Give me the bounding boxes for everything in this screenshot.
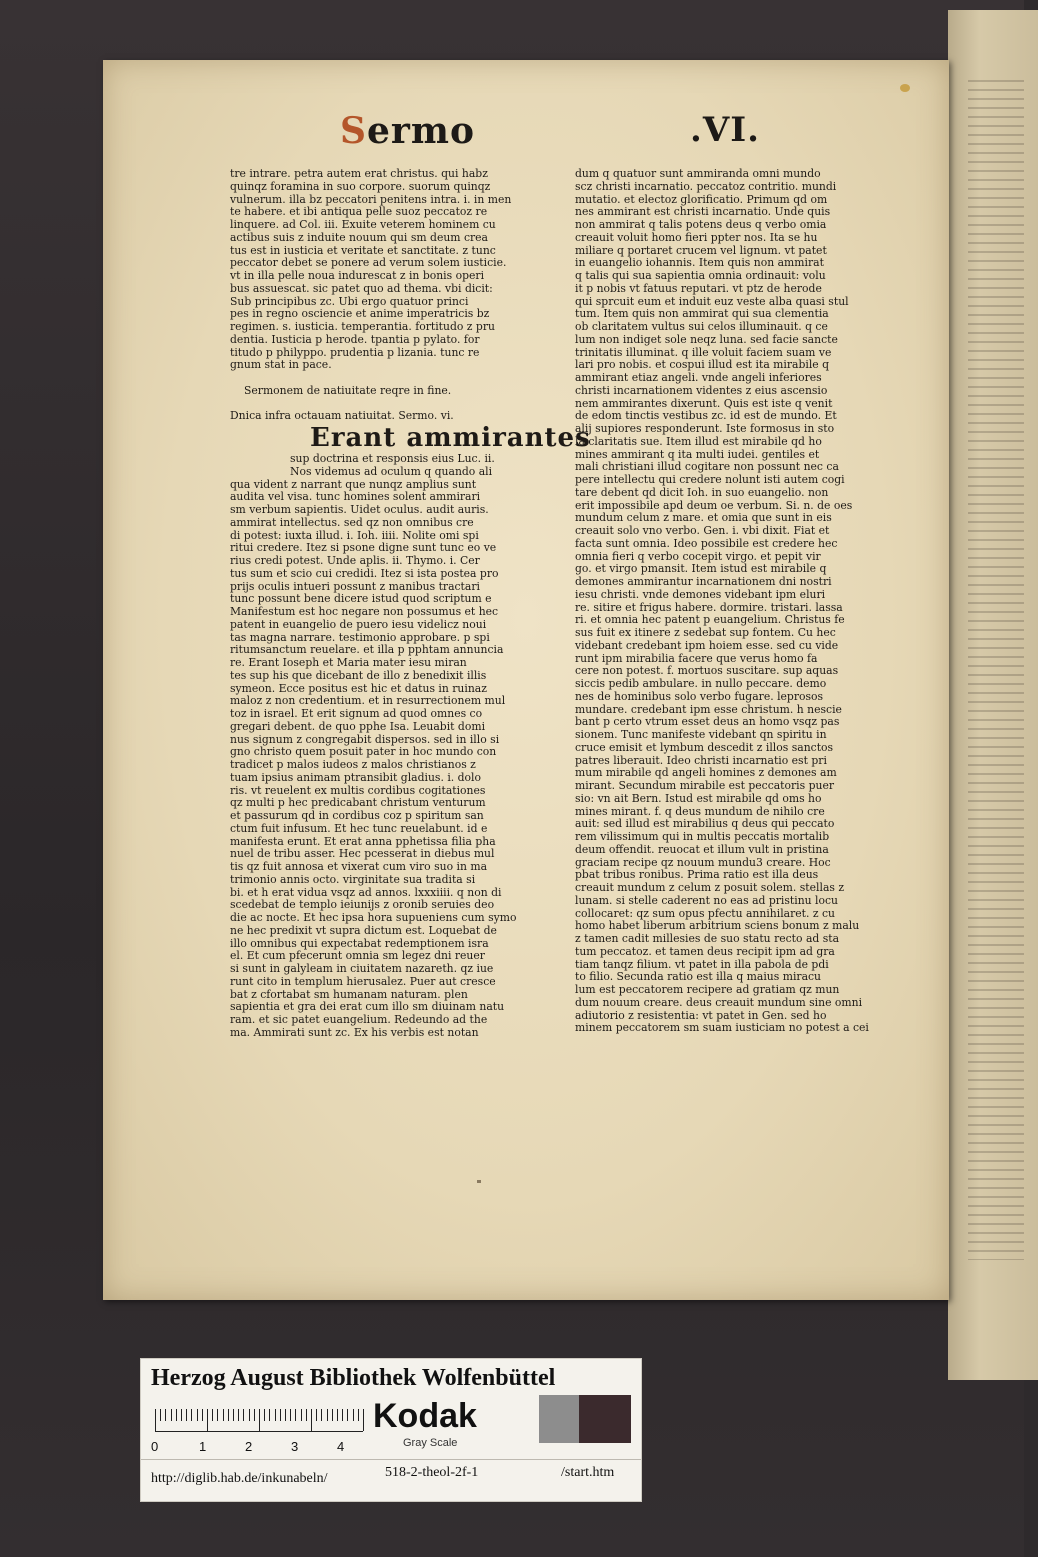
text-line: gno christo quem posuit pater in hoc mundo con <box>230 745 497 759</box>
text-line: sio: vn ait Bern. Istud est mirabile qd oms ho <box>575 791 822 805</box>
scale-tick <box>254 1409 255 1421</box>
text-line: Sub principibus zc. Ubi ergo quatuor princi <box>230 294 469 308</box>
text-line: ob claritatem vultus sui celos illuminauit. q ce <box>575 320 828 333</box>
text-line: trimonio annis octo. virginitate sua tradita si <box>230 872 476 886</box>
text-line: mutatio. et electoz glorificatio. Primum qd om <box>575 192 828 206</box>
text-line: to filio. Secunda ratio est illa q maius miracu <box>575 970 822 984</box>
text-line: lum non indiget sole neqz luna. sed facie sancte <box>575 332 838 346</box>
scale-tick <box>316 1409 317 1421</box>
text-line: in euangelio iohannis. Item quis non ammirat <box>575 256 824 270</box>
text-line: nem ammirantes dixerunt. Quis est iste q venit <box>575 396 833 410</box>
text-line: titudo p philyppo. prudentia p lizania. tunc re <box>230 345 480 359</box>
scale-tick <box>181 1409 182 1421</box>
text-line: iesu christi. vnde demones videbant ipm eluri <box>575 587 826 601</box>
sermon-title: Erant ammirantes <box>310 423 591 453</box>
text-line <box>230 372 552 385</box>
text-line: facta sunt omnia. Ideo possibile est credere hec <box>575 536 838 550</box>
text-line: re. Erant Ioseph et Maria mater iesu miran <box>230 656 467 669</box>
text-line: dum q quatuor sunt ammiranda omni mundo <box>575 167 821 180</box>
start-page-path: /start.htm <box>561 1465 615 1480</box>
text-line: illo omnibus qui expectabat redemptionem isra <box>230 936 489 950</box>
text-line: qui sprcuit eum et induit euz veste alba quasi stul <box>575 294 849 308</box>
scale-tick <box>332 1409 333 1421</box>
scale-tick <box>259 1409 260 1431</box>
scale-tick <box>176 1409 177 1421</box>
text-line: mundare. credebant ipm esse christum. h nescie <box>575 702 842 716</box>
ink-stain <box>900 84 910 92</box>
text-line: trinitatis illuminat. q ille voluit faciem suam ve <box>575 345 832 359</box>
text-line: nes de hominibus solo verbo fugare. leprosos <box>575 689 824 703</box>
text-line: maloz z non credentium. et in resurrectionem mul <box>230 694 506 708</box>
text-line: peccator debet se ponere ad verum solem iusticie. <box>230 256 507 270</box>
text-line: miliare q portaret crucem vel lignum. vt patet <box>575 243 827 257</box>
text-line: lum est peccatorem recipere ad gratiam qz mun <box>575 983 840 996</box>
running-head-left <box>340 110 475 152</box>
scale-tick <box>321 1409 322 1421</box>
library-url: http://diglib.hab.de/inkunabeln/ <box>151 1471 328 1486</box>
text-line: cere non potest. f. mortuos suscitare. sup aquas <box>575 664 839 678</box>
text-line: patent in euangelio de puero iesu videlicz noui <box>230 617 487 631</box>
text-line: ris. vt reuelent ex multis cordibus cogitationes <box>230 783 486 797</box>
text-line: actibus suis z induite nouum qui sm deum crea <box>230 230 488 244</box>
text-line: nes ammirant est christi incarnatio. Unde quis <box>575 205 831 219</box>
text-line: ram. et sic patet euangelium. Redeundo ad the <box>230 1013 488 1026</box>
text-line: bant p certo vtrum esset deus an homo vsqz pas <box>575 715 840 729</box>
scale-tick <box>264 1409 265 1421</box>
text-line: creauit voluit homo fieri ppter nos. Ita se hu <box>575 230 818 244</box>
text-line: mines mirant. f. q deus mundum de nihilo cre <box>575 804 825 818</box>
shelfmark: 518-2-theol-2f-1 <box>385 1465 479 1480</box>
scale-tick <box>165 1409 166 1421</box>
text-line: pere intellectu qui credere nolunt isti autem cogi <box>575 473 845 486</box>
text-line: runt cito in templum hierusalez. Puer aut cresce <box>230 974 496 988</box>
text-line: q talis qui sua sapientia omnia ordinauit: volu <box>575 269 826 282</box>
text-line: vulnerum. illa bz peccatori penitens intra. i. in men <box>230 192 512 206</box>
text-line: christi incarnationem videntes z eius ascensio <box>575 383 828 397</box>
text-line: tum peccatoz. et tamen deus recipit ipm ad gra <box>575 944 835 958</box>
text-line: erit impossibile apd deum oe verbum. Si. n. de oes <box>575 498 853 512</box>
text-line: Dnica infra octauam natiuitat. Sermo. vi. <box>230 409 454 423</box>
text-line: ma. Ammirati sunt zc. Ex his verbis est notan <box>230 1025 479 1039</box>
scale-tick <box>243 1409 244 1421</box>
text-line: regimen. s. iusticia. temperantia. fortitudo z pru <box>230 320 495 333</box>
text-line: ritumsanctum reuelare. et illa p pphtam annuncia <box>230 643 504 657</box>
text-line: omnia fieri q verbo cocepit virgo. et pepit vir <box>575 549 821 563</box>
text-line: dentia. Iusticia p herode. tpantia p pylato. for <box>230 332 480 346</box>
text-line: nuel de tribu asser. Hec pcesserat in diebus mul <box>230 847 495 861</box>
text-line: qz multi p hec predicabant christum venturum <box>230 796 486 810</box>
color-target-card <box>140 1358 642 1502</box>
text-line: tes sup his que dicebant de illo z benedixit illis <box>230 668 487 682</box>
text-line: demones ammirantur incarnationem dni nostri <box>575 575 832 588</box>
text-line: symeon. Ecce positus est hic et datus in ruinaz <box>230 681 487 695</box>
text-line: ri. et omnia hec patent p euangelium. Christus fe <box>575 613 845 627</box>
text-line: toz in israel. Et erit signum ad quod omnes co <box>230 707 483 720</box>
scale-tick <box>233 1409 234 1421</box>
text-line: gregari debent. de quo pphe Isa. Leuabit domi <box>230 719 486 733</box>
text-line: et passurum qd in cordibus coz p spiritum san <box>230 809 484 822</box>
text-line: alij supiores responderunt. Iste formosus in sto <box>575 422 835 435</box>
text-line: pes in regno osciencie et anime imperatricis bz <box>230 307 490 321</box>
text-line: runt ipm mirabilia facere que verus homo fa <box>575 651 818 665</box>
text-line: adiutorio z resistentia: vt patet in Gen. sed ho <box>575 1008 827 1022</box>
running-head-right: .VI. <box>690 110 760 150</box>
text-line: scz christi incarnatio. peccatoz contritio. mundi <box>575 179 837 193</box>
text-line: vt in illa pelle noua indurescat z in bonis operi <box>230 269 485 282</box>
text-line: scedebat de templo ieiunijs z oronib seruies deo <box>230 898 495 912</box>
text-line: tas magna narrare. testimonio approbare. p spi <box>230 630 490 644</box>
text-line: cruce emisit et lymbum descedit z illos sanctos <box>575 740 834 754</box>
text-line: si sunt in galyleam in ciuitatem nazareth. qz iue <box>230 962 494 975</box>
text-line: sup doctrina et responsis eius Luc. ii. <box>290 452 495 465</box>
text-line: tum. Item quis non ammirat qui sua clementia <box>575 307 829 321</box>
scale-tick <box>363 1409 364 1431</box>
scale-tick <box>290 1409 291 1421</box>
scale-tick <box>275 1409 276 1421</box>
scale-tick <box>186 1409 187 1421</box>
text-line: ritui credere. Itez si psone digne sunt tunc eo ve <box>230 541 497 555</box>
text-line: ctum fuit infusum. Et hec tunc reuelabunt. id e <box>230 821 488 835</box>
text-line: tare debent qd dicit Ioh. in suo euangelio. non <box>575 485 829 499</box>
text-line: tiam tanqz filium. vt patet in illa pabola de pdi <box>575 957 829 971</box>
text-line: prijs oculis intueri possunt z manibus tractari <box>230 579 480 593</box>
text-line: tradicet p malos iudeos z malos christianos z <box>230 758 476 771</box>
text-line: sm verbum sapientis. Uidet oculus. audit auris. <box>230 503 489 516</box>
text-line: graciam recipe qz nouum mundu3 creare. Hoc <box>575 855 831 869</box>
scale-number: 0 <box>151 1439 159 1454</box>
text-line: el. Et cum pfecerunt omnia sm legez dni reuer <box>230 949 485 963</box>
scale-tick <box>212 1409 213 1421</box>
text-line: collocaret: qz sum opus pfectu annihilaret. z cu <box>575 906 835 920</box>
text-line: die ac nocte. Et hec ipsa hora supueniens cum symo <box>230 911 517 924</box>
text-line: nus signum z congregabit dispersos. sed in illo si <box>230 732 500 746</box>
scale-tick <box>342 1409 343 1421</box>
scale-tick <box>160 1409 161 1421</box>
scale-tick <box>311 1409 312 1431</box>
text-line: manifesta erunt. Et erat anna pphetissa filia pha <box>230 834 496 848</box>
text-line: mirant. Secundum mirabile est peccatoris puer <box>575 779 835 792</box>
text-line: bat z cfortabat sm humanam naturam. plen <box>230 987 468 1001</box>
text-line: non ammirat q talis potens deus q verbo omia <box>575 218 827 231</box>
centimeter-scale <box>155 1409 363 1437</box>
text-line: tuam ipsius animam ptransibit gladius. i. dolo <box>230 770 482 784</box>
text-line: mum mirabile qd angeli homines z demones am <box>575 766 837 780</box>
text-line: di potest: iuxta illud. i. Ioh. iiii. Nolite omi spi <box>230 528 479 542</box>
text-line: ammirant etiaz angeli. vnde angeli inferiores <box>575 371 822 384</box>
text-line: Manifestum est hoc negare non possumus et hec <box>230 605 499 618</box>
scale-tick <box>238 1409 239 1421</box>
gray-scale-label: Gray Scale <box>403 1437 458 1449</box>
text-line: homo habet liberum arbitrium sciens bonum z malu <box>575 919 860 933</box>
text-line: siccis pedib ambulare. in nullo peccare. demo <box>575 677 827 690</box>
scale-tick <box>337 1409 338 1421</box>
scale-tick <box>306 1409 307 1421</box>
scale-tick <box>228 1409 229 1421</box>
text-line: creauit solo vno verbo. Gen. i. vbi dixit. Fiat et <box>575 524 830 537</box>
facing-page-text-bleed <box>968 80 1024 1260</box>
scale-tick <box>223 1409 224 1421</box>
scale-tick <box>353 1409 354 1421</box>
text-line: creauit mundum z celum z posuit solem. stellas z <box>575 881 845 894</box>
text-line: gnum stat in pace. <box>230 358 332 372</box>
scale-tick <box>217 1409 218 1421</box>
text-line: linquere. ad Col. iii. Exuite veterem hominem cu <box>230 218 496 231</box>
left-text-column <box>230 167 591 1040</box>
text-line: ne hec predixit vt supra dictum est. Loquebat de <box>230 923 497 937</box>
text-line: pbat tribus ronibus. Prima ratio est illa deus <box>575 868 819 882</box>
scale-tick <box>155 1409 156 1431</box>
scale-tick <box>207 1409 208 1431</box>
scale-number: 2 <box>245 1439 253 1454</box>
scale-tick <box>171 1409 172 1421</box>
scale-tick <box>249 1409 250 1421</box>
text-line: lari pro nobis. et cospui illud est ita mirabile q <box>575 358 830 372</box>
scale-tick <box>327 1409 328 1421</box>
text-line: ammirat intellectus. sed qz non omnibus cre <box>230 515 474 529</box>
text-line: minem peccatorem sm suam iusticiam no potest a cei <box>575 1021 869 1035</box>
text-line: mali christiani illud cogitare non possunt nec ca <box>575 460 839 474</box>
running-head-initial: S <box>340 110 367 152</box>
text-line: sionem. Tunc manifeste videbant qn spiritu in <box>575 728 827 741</box>
scale-tick <box>197 1409 198 1421</box>
scale-tick <box>347 1409 348 1421</box>
gray-patch-mid <box>539 1395 579 1443</box>
text-line: tus sum et scio cui credidi. Itez si ista postea pro <box>230 566 499 580</box>
text-line: tus est in iusticia et veritate et sanctitate. z tunc <box>230 243 496 257</box>
text-line: re. sitire et frigus habere. dormire. tristari. lassa <box>575 600 843 614</box>
scale-number: 4 <box>337 1439 345 1454</box>
kodak-logo: Kodak <box>373 1397 477 1435</box>
text-line: z tamen cadit millesies de suo statu recto ad sta <box>575 932 840 945</box>
text-line: dum nouum creare. deus creauit mundum sine omni <box>575 995 863 1009</box>
scale-number: 3 <box>291 1439 299 1454</box>
text-line: tis qz fuit annosa et vixerat cum viro suo in ma <box>230 860 488 873</box>
text-line: patres liberauit. Ideo christi incarnatio est pri <box>575 753 827 767</box>
scale-tick <box>269 1409 270 1421</box>
scale-tick <box>285 1409 286 1421</box>
text-line: bi. et h erat vidua vsqz ad annos. lxxxiiii. q non di <box>230 885 502 899</box>
scale-tick <box>301 1409 302 1421</box>
page-mark <box>477 1180 481 1183</box>
text-line: auit: sed illud est mirabilius q deus qui peccato <box>575 817 835 831</box>
text-line: tre intrare. petra autem erat christus. qui habz <box>230 167 488 180</box>
text-line: go. et virgo pmansit. Item istud est mirabile q <box>575 562 827 576</box>
text-line: de edom tinctis vestibus zc. id est de mundo. Et <box>575 409 837 423</box>
text-line: bus assuescat. sic patet quo ad thema. vbi dicit: <box>230 281 493 295</box>
gray-patch-dark <box>579 1395 631 1443</box>
text-line: mines ammirant q ita multi iudei. gentiles et <box>575 447 820 461</box>
text-line: Nos videmus ad oculum q quando ali <box>290 464 493 478</box>
text-line: deum offendit. reuocat et illum vult in pristina <box>575 842 829 856</box>
text-line: mundum celum z mare. et omia que sunt in eis <box>575 511 832 525</box>
running-head-left-rest: ermo <box>367 110 475 152</box>
text-line: tunc possunt bene dicere istud quod scriptum e <box>230 592 492 606</box>
text-line: it p nobis vt fatuus reputari. vt ptz de herode <box>575 281 822 295</box>
text-line: rius credi potest. Unde aplis. ii. Thymo. i. Cer <box>230 554 480 567</box>
scale-tick <box>295 1409 296 1421</box>
text-line: te habere. et ibi antiqua pelle suoz peccatoz re <box>230 205 488 219</box>
text-line: quinqz foramina in suo corpore. suorum quinqz <box>230 179 491 193</box>
text-line: videbant credebant ipm hoiem esse. sed cu vide <box>575 638 839 652</box>
right-text-column <box>575 168 895 1035</box>
text-line: sus fuit ex itinere z sedebat sup fontem. Cu hec <box>575 626 836 639</box>
text-line: lunam. si stelle caderent no eas ad pristinu locu <box>575 893 839 907</box>
library-name: Herzog August Bibliothek Wolfenbüttel <box>151 1365 556 1391</box>
text-line: la claritatis sue. Item illud est mirabile qd ho <box>575 434 822 448</box>
text-line: sapientia et gra dei erat cum illo sm diuinam natu <box>230 1000 505 1014</box>
text-line: Sermonem de natiuitate reqre in fine. <box>244 383 452 397</box>
scale-tick <box>202 1409 203 1421</box>
text-line: qua vident z narrant que nunqz amplius sunt <box>230 477 477 491</box>
scale-tick <box>280 1409 281 1421</box>
text-line: rem vilissimum qui in multis peccatis mortalib <box>575 830 830 843</box>
scale-tick <box>358 1409 359 1421</box>
scale-number: 1 <box>199 1439 207 1454</box>
scale-tick <box>191 1409 192 1421</box>
text-line: audita vel visa. tunc homines solent ammirari <box>230 490 481 504</box>
